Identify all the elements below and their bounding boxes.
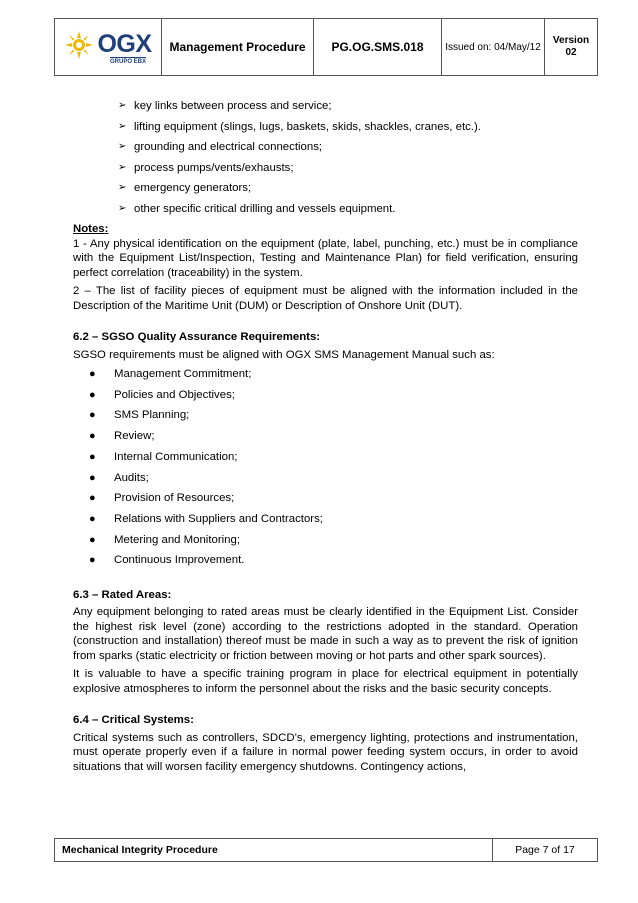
section-6-4-paragraph-1: Critical systems such as controllers, SDCD’s, emergency lighting, protections and instrumentation, must operate properly even if a failure in normal power feeding system occurs, in order to avoid situations that will worsen facility emergency shutdowns. Contingency actions,: [73, 731, 578, 773]
list-item: ● Internal Communication;: [89, 450, 238, 463]
section-6-2-intro: SGSO requirements must be aligned with OGX SMS Management Manual such as:: [73, 348, 495, 361]
ogx-logo: [64, 30, 151, 60]
logo-text: OGX: [97, 30, 152, 58]
list-item: ● Management Commitment;: [89, 368, 252, 381]
section-6-4-title: 6.4 – Critical Systems:: [73, 714, 194, 727]
arrow-bullet-icon: ➢: [118, 182, 127, 193]
logo-subtitle: GRUPO EBX: [109, 58, 146, 65]
list-item: ➢ emergency generators;: [118, 182, 252, 194]
list-item: ● Continuous Improvement.: [89, 554, 245, 567]
list-item: ● SMS Planning;: [89, 409, 190, 422]
page-footer: [54, 838, 598, 862]
note-2: 2 – The list of facility pieces of equipment must be aligned with the information included in the Description of the Maritime Unit (DUM) or Description of Onshore Unit (DUT).: [73, 285, 578, 312]
section-6-3-title: 6.3 – Rated Areas:: [73, 588, 172, 601]
list-item: ● Provision of Resources;: [89, 492, 235, 505]
bullet-icon: ●: [89, 450, 96, 463]
notes-heading: Notes:: [73, 223, 109, 235]
sun-icon: [64, 30, 94, 60]
page-content: [73, 96, 578, 774]
list-item: ● Policies and Objectives;: [89, 388, 235, 401]
bullet-icon: ●: [89, 554, 96, 567]
list-item: ● Relations with Suppliers and Contractors;: [89, 512, 323, 525]
arrow-bullet-icon: ➢: [118, 161, 127, 173]
equipment-list: [118, 96, 578, 219]
bullet-icon: ●: [89, 368, 96, 381]
bullet-icon: ●: [89, 430, 96, 443]
list-item: ➢ grounding and electrical connections;: [118, 141, 323, 153]
note-1: 1 - Any physical identification on the equipment (plate, label, punching, etc.) must be in compliance with the Equipment List/Inspection, Testing and Maintenance Plan) for field verification, ensuring perfect correlation (traceability) in the system.: [73, 237, 578, 279]
bullet-icon: ●: [89, 492, 96, 505]
list-item: ● Review;: [89, 430, 155, 443]
header-title: Management Procedure: [162, 19, 314, 75]
footer-doc-title: Mechanical Integrity Procedure: [55, 839, 493, 861]
arrow-bullet-icon: ➢: [118, 202, 127, 214]
header-issued: Issued on: 04/May/12: [442, 19, 545, 75]
bullet-icon: ●: [89, 533, 96, 546]
bullet-icon: ●: [89, 512, 96, 525]
header-version: [545, 19, 597, 75]
logo-cell: [55, 19, 162, 75]
arrow-bullet-icon: ➢: [118, 141, 127, 152]
version-label: Version: [552, 35, 590, 46]
arrow-bullet-icon: ➢: [118, 120, 127, 132]
footer-page-number: Page 7 of 17: [515, 844, 575, 856]
version-number: 02: [565, 47, 577, 58]
section-6-2-title: 6.2 – SGSO Quality Assurance Requirements:: [73, 331, 321, 343]
bullet-icon: ●: [89, 388, 96, 401]
list-item: ● Metering and Monitoring;: [89, 533, 240, 546]
section-6-3-paragraph-2: It is valuable to have a specific training program in place for electrical equipment in potentially explosive atmospheres to inform the personnel about the risks and the basic security concepts.: [73, 668, 578, 695]
bullet-icon: ●: [89, 471, 96, 484]
header-code: PG.OG.SMS.018: [314, 19, 442, 75]
section-6-3-paragraph-1: Any equipment belonging to rated areas must be clearly identified in the Equipment List. Consider the highest risk level (zone) according to the restrictions adopted in the standard. Operation (construction and installation) thereof must be made in such a way as to prevent the risk of ignition from sparks (static electricity or friction between moving or hot parts and other spark sources).: [73, 606, 578, 662]
bullet-icon: ●: [89, 409, 96, 422]
page-header: [54, 18, 598, 76]
list-item: ➢ process pumps/vents/exhausts;: [118, 161, 294, 174]
sgso-requirements-list: [89, 364, 578, 571]
list-item: ➢ other specific critical drilling and vessels equipment.: [118, 202, 396, 215]
list-item: ➢ lifting equipment (slings, lugs, baskets, skids, shackles, cranes, etc.).: [118, 120, 481, 133]
list-item: ➢ key links between process and service;: [118, 100, 332, 112]
arrow-bullet-icon: ➢: [118, 100, 127, 111]
list-item: ● Audits;: [89, 471, 149, 484]
